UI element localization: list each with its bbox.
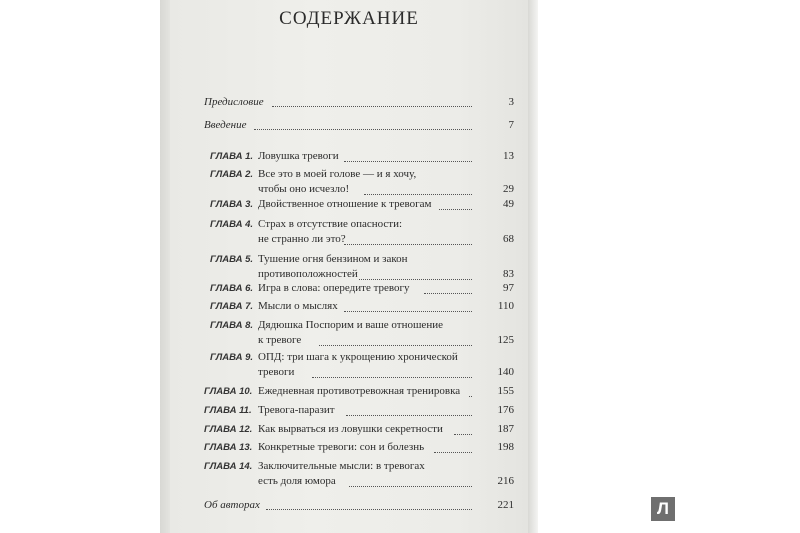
toc-entry-label: Об авторах	[204, 499, 260, 511]
toc-entry-page: 49	[503, 198, 514, 210]
toc-chapter-entry[interactable]	[170, 198, 528, 214]
leader-dots	[312, 377, 472, 378]
chapter-number-label: ГЛАВА 7.	[210, 301, 254, 312]
labirint-logo-icon: Л	[651, 497, 675, 521]
chapter-number-label: ГЛАВА 13.	[204, 442, 253, 453]
toc-entry-page: 97	[503, 282, 514, 294]
toc-entry-page: 216	[497, 475, 514, 487]
toc-chapter-entry[interactable]	[170, 319, 528, 351]
chapter-title-line: Заключительные мысли: в тревогах	[258, 460, 425, 472]
chapter-number-label: ГЛАВА 11.	[204, 405, 252, 416]
leader-dots	[469, 396, 472, 397]
toc-entry-page: 176	[497, 404, 514, 416]
chapter-number-label: ГЛАВА 2.	[210, 169, 254, 180]
toc-chapter-entry[interactable]	[170, 385, 528, 401]
toc-entry-page: 68	[503, 233, 514, 245]
chapter-title-line: Ловушка тревоги	[258, 150, 339, 162]
leader-dots	[434, 452, 472, 453]
toc-entry[interactable]	[170, 499, 528, 515]
chapter-number-label: ГЛАВА 5.	[210, 254, 254, 265]
leader-dots	[254, 129, 472, 130]
chapter-title-line: ОПД: три шага к укрощению хронической	[258, 351, 458, 363]
chapter-title-line: Тушение огня бензином и закон	[258, 253, 408, 265]
leader-dots	[266, 509, 472, 510]
toc-entry-page: 110	[497, 300, 514, 312]
toc-chapter-entry[interactable]	[170, 282, 528, 298]
toc-chapter-entry[interactable]	[170, 460, 528, 492]
chapter-number-label: ГЛАВА 12.	[204, 424, 253, 435]
chapter-title-line: не странно ли это?	[258, 233, 346, 245]
toc-entry-label: Предисловие	[204, 96, 264, 108]
leader-dots	[424, 293, 472, 294]
toc-chapter-entry[interactable]	[170, 441, 528, 457]
leader-dots	[454, 434, 472, 435]
toc-entry-page: 155	[497, 385, 514, 397]
chapter-number-label: ГЛАВА 9.	[210, 352, 254, 363]
toc-chapter-entry[interactable]	[170, 300, 528, 316]
book-page	[170, 0, 528, 533]
chapter-title-line: Тревога-паразит	[258, 404, 335, 416]
page-edge	[528, 0, 538, 533]
toc-entry-page: 187	[497, 423, 514, 435]
chapter-title-line: Мысли о мыслях	[258, 300, 338, 312]
chapter-title-line: Двойственное отношение к тревогам	[258, 198, 432, 210]
chapter-title-line: Ежедневная противотревожная тренировка	[258, 385, 461, 397]
toc-chapter-entry[interactable]	[170, 423, 528, 439]
chapter-number-label: ГЛАВА 14.	[204, 461, 253, 472]
leader-dots	[359, 279, 472, 280]
chapter-title-line: Все это в моей голове — и я хочу,	[258, 168, 417, 180]
toc-entry-page: 198	[497, 441, 514, 453]
chapter-number-label: ГЛАВА 6.	[210, 283, 254, 294]
toc-chapter-entry[interactable]	[170, 351, 528, 383]
toc-entry-page: 13	[503, 150, 514, 162]
toc-entry-page: 140	[497, 366, 514, 378]
chapter-title-line: Конкретные тревоги: сон и болезнь	[258, 441, 425, 453]
leader-dots	[349, 486, 472, 487]
toc-chapter-entry[interactable]	[170, 168, 528, 200]
leader-dots	[272, 106, 472, 107]
toc-chapter-entry[interactable]	[170, 218, 528, 250]
leader-dots	[364, 194, 472, 195]
toc-entry-page: 221	[497, 499, 514, 511]
toc-entry-page: 125	[497, 334, 514, 346]
toc-entry-label: Введение	[204, 119, 247, 131]
leader-dots	[344, 244, 472, 245]
chapter-title-line: Как вырваться из ловушки секретности	[258, 423, 443, 435]
chapter-title-line: есть доля юмора	[258, 475, 336, 487]
chapter-title-line: противоположностей	[258, 268, 358, 280]
toc-entry[interactable]	[170, 119, 528, 135]
toc-entry-page: 7	[508, 119, 514, 131]
chapter-title-line: Дядюшка Поспорим и ваше отношение	[258, 319, 443, 331]
toc-entry-page: 83	[503, 268, 514, 280]
leader-dots	[346, 415, 472, 416]
chapter-number-label: ГЛАВА 4.	[210, 219, 254, 230]
chapter-title-line: чтобы оно исчезло!	[258, 183, 350, 195]
toc-entry-page: 3	[508, 96, 514, 108]
toc-entry[interactable]	[170, 96, 528, 112]
toc-chapter-entry[interactable]	[170, 253, 528, 285]
leader-dots	[439, 209, 472, 210]
chapter-title-line: тревоги	[258, 366, 295, 378]
chapter-number-label: ГЛАВА 3.	[210, 199, 254, 210]
chapter-title-line: Страх в отсутствие опасности:	[258, 218, 403, 230]
chapter-number-label: ГЛАВА 10.	[204, 386, 253, 397]
toc-chapter-entry[interactable]	[170, 404, 528, 420]
toc-entry-page: 29	[503, 183, 514, 195]
leader-dots	[319, 345, 472, 346]
chapter-number-label: ГЛАВА 8.	[210, 320, 254, 331]
toc-chapter-entry[interactable]	[170, 150, 528, 166]
leader-dots	[344, 311, 472, 312]
page-title: СОДЕРЖАНИЕ	[279, 8, 419, 29]
leader-dots	[344, 161, 472, 162]
chapter-number-label: ГЛАВА 1.	[210, 151, 254, 162]
chapter-title-line: Игра в слова: опередите тревогу	[258, 282, 410, 294]
chapter-title-line: к тревоге	[258, 334, 302, 346]
